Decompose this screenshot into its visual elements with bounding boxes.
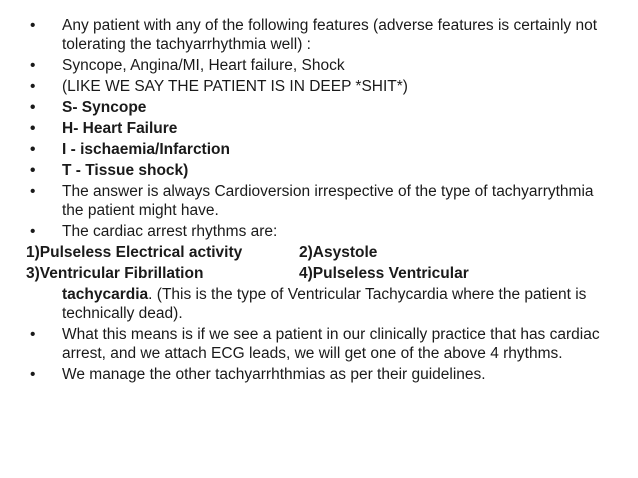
bullet-glyph: • (30, 183, 36, 200)
bullet-item-mnemonic-s (26, 98, 606, 117)
rhythm-row-3 (26, 285, 606, 323)
rhythm-pulseless-vt: 4)Pulseless Ventricular (299, 265, 469, 282)
bullet-glyph: • (30, 57, 36, 74)
bullet-glyph: • (30, 162, 36, 179)
bullet-item-cardioversion (26, 182, 606, 220)
bullet-glyph: • (30, 326, 36, 343)
bullet-item-adverse-features (26, 16, 606, 54)
bullet-item-mnemonic-i (26, 140, 606, 159)
bullet-text: H- Heart Failure (62, 120, 178, 137)
bullet-glyph: • (30, 120, 36, 137)
rhythm-vt-bold: tachycardia (62, 286, 149, 303)
rhythm-row-2 (26, 264, 606, 283)
bullet-item-mnemonic-t (26, 161, 606, 180)
rhythm-row-1 (26, 243, 606, 262)
bullet-item-ecg-meaning (26, 325, 606, 363)
rhythm-vf: 3)Ventricular Fibrillation (26, 265, 204, 282)
bullet-text: The answer is always Cardioversion irrespective of the type of tachyarrythmia the patient might have. (62, 183, 594, 219)
bullet-text: What this means is if we see a patient in our clinically practice that has cardiac arrest, and we attach ECG leads, we will get one of the above 4 rhythms. (62, 326, 600, 362)
bullet-text: T - Tissue shock) (62, 162, 189, 179)
bullet-text: S- Syncope (62, 99, 147, 116)
bullet-glyph: • (30, 223, 36, 240)
rhythm-asystole: 2)Asystole (299, 244, 378, 261)
bullet-item-symptoms (26, 56, 606, 75)
bullet-item-mnemonic-intro (26, 77, 606, 96)
bullet-glyph: • (30, 17, 36, 34)
rhythm-pea: 1)Pulseless Electrical activity (26, 244, 243, 261)
bullet-glyph: • (30, 99, 36, 116)
bullet-glyph: • (30, 78, 36, 95)
bullet-text: We manage the other tachyarrhthmias as per their guidelines. (62, 366, 486, 383)
slide-content (26, 16, 606, 386)
bullet-text: Any patient with any of the following features (adverse features is certainly not tolerating the tachyarrhythmia well) : (62, 17, 598, 53)
bullet-item-arrest-rhythms (26, 222, 606, 241)
bullet-item-guidelines (26, 365, 606, 384)
bullet-text: The cardiac arrest rhythms are: (62, 223, 278, 240)
bullet-item-mnemonic-h (26, 119, 606, 138)
bullet-text: Syncope, Angina/MI, Heart failure, Shock (62, 57, 345, 74)
bullet-text: I - ischaemia/Infarction (62, 141, 230, 158)
bullet-glyph: • (30, 141, 36, 158)
bullet-glyph: • (30, 366, 36, 383)
rhythm-vt-explanation: . (This is the type of Ventricular Tachycardia where the patient is technically dead). (62, 286, 587, 322)
bullet-text: (LIKE WE SAY THE PATIENT IS IN DEEP *SHIT*) (62, 78, 408, 95)
